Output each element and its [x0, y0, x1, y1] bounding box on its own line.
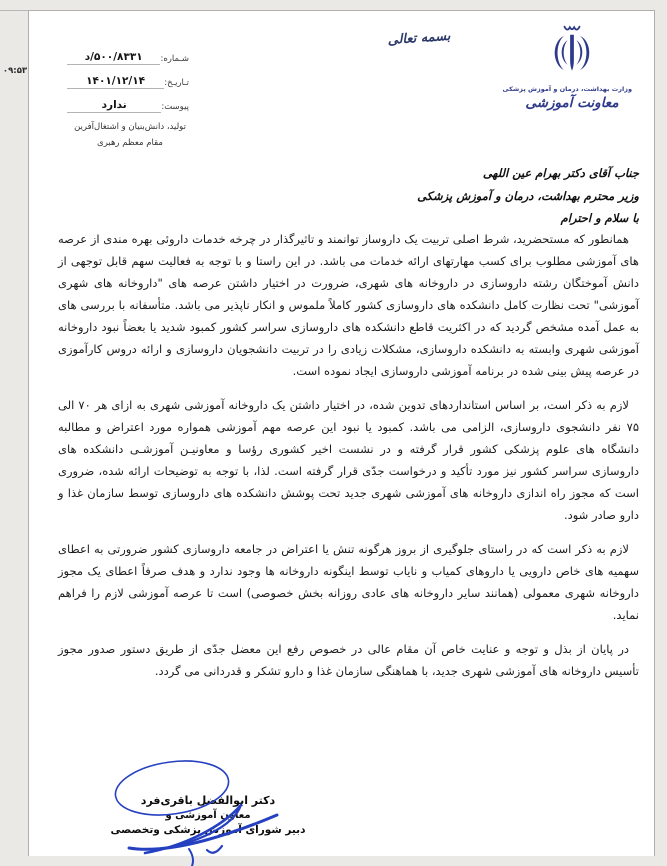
paragraph-2: لازم به ذکر است، بر اساس استانداردهای تدوین شده، در اختیار داشتن یک داروخانه آموزشی شهری به ازای هر ۷۰ الی ۷۵ نفر دانشجوی داروسازی، الزامی می باشد. کمبود یا نبود این عرصه مهم آموزشی همواره مورد اعتراض و مطالبه دانشگاه های علوم پزشکی کشور قرار گرفته و در نشست اخیر کشوری رؤسا و معاونیـن آموزشـی دانشکده های داروسازی سراسر کشور نیز مورد تأکید و درخواست جدّی قرار گرفته است. لذا، با توجه به توضیحات ارائه شده، ضروری است که مجوز راه اندازی داروخانه های آموزشی شهری جدید تحت پوشش دانشکده های داروسازی توسط سازمان غذا و دارو صادر شود.: [58, 398, 639, 522]
ministry-name: وزارت بهداشت، درمان و آموزش پزشکی: [502, 85, 632, 93]
besmele-calligraphy: بسمه تعالی: [387, 28, 451, 49]
number-label: شـماره:: [160, 54, 189, 64]
iran-emblem-icon: [512, 23, 632, 83]
recipient-block: [58, 162, 639, 230]
year-slogan-text: تولید، دانش‌بنیان و اشتغال‌آفرین: [74, 122, 186, 132]
greeting-line: با سلام و احترام: [560, 211, 639, 225]
date-label: تـاریـخ:: [164, 78, 189, 88]
scan-timestamp: ۰۹:۵۳: [2, 66, 28, 76]
attachment-field-row: [67, 89, 189, 113]
letter-meta-fields: [67, 41, 189, 113]
signer-name: دکتر ابوالفضل باقری‌فرد: [140, 794, 276, 807]
signer-title-1: معاون آموزشی و: [165, 810, 251, 821]
supreme-leader-attribution: مقام معظم رهبری: [97, 138, 163, 148]
attachment-label: پیوست:: [161, 102, 189, 112]
paragraph-4: در پایان از بذل و توجه و عنایت خاص آن مقام عالی در خصوص رفع این معضل جدّی از طریق دستور صدور مجوز تأسیس داروخانه های آموزشی شهری جدید، با هماهنگی سازمان غذا و دارو تشکر و قدردانی می گردد.: [58, 642, 639, 678]
attachment-value: ندارد: [67, 99, 161, 113]
deputy-name: معاونت آموزشی: [525, 95, 619, 111]
signer-title-2: دبیر شورای آموزش پزشکی وتخصصی: [110, 824, 306, 836]
recipient-title: وزیر محترم بهداشت، درمان و آموزش پزشکی: [417, 188, 639, 203]
signature-block: [103, 793, 313, 838]
year-slogan: [57, 119, 203, 151]
recipient-name: جناب آقای دکتر بهرام عین اللهی: [482, 166, 639, 180]
letter-body: [58, 228, 639, 694]
number-field-row: [67, 41, 189, 65]
paragraph-1: همانطور که مستحضرید، شرط اصلی تربیت یک داروساز توانمند و تاثیرگذار در چرخه خدمات داروئی بهره مندی از عرصه های آموزشی مطلوب برای کسب مهارتهای ارائه خدمات می باشد. در این راستا و با توجه به فعالیت سهم قابل توجهی از دانش آموختگان رشته داروسازی در داروخانه های شهری، ضرورت در اختیار داشتن عرصه های "داروخانه های شهری آموزشی" تحت نظارت کامل دانشکده های داروسازی کشور کاملاً ملموس و انکار ناپذیر می باشد. متأسفانه با بررسی های به عمل آمده مشخص گردید که در اکثریت قاطع دانشکده های داروسازی سراسر کشور کمبود شدید یا بعضاً نبود داروخانه آموزشی شهری وابسته به دانشکده داروسازی، مشکلات زیادی را در تربیت دانشجویان داروسازی و ارائه دروس کارآموزی در عرصه پیش بینی شده در برنامه آموزشی داروسازی ایجاد نموده است.: [58, 232, 639, 378]
paragraph-3: لازم به ذکر است که در راستای جلوگیری از بروز هرگونه تنش یا اعتراض در جامعه داروسازی کشور ضرورتی به اعطای سهمیه های خاص دارویی یا داروهای کمیاب و نایاب توسط اینگونه داروخانه ها وجود ندارد و هدف صرفاً اعطای یک مجوز داروخانه شهری معمولی (همانند سایر داروخانه های عادی روزانه بخش خصوصی) است تا عرصه آموزشی لازم را فراهم نماید.: [58, 542, 639, 622]
letterhead: [502, 23, 632, 111]
date-value: ۱۴۰۱/۱۲/۱۴: [67, 75, 164, 89]
letter-paper: [28, 10, 655, 856]
number-value: د/۵۰۰/۸۳۳۱: [67, 51, 160, 65]
scan-top-edge-line: [0, 10, 30, 11]
date-field-row: [67, 65, 189, 89]
